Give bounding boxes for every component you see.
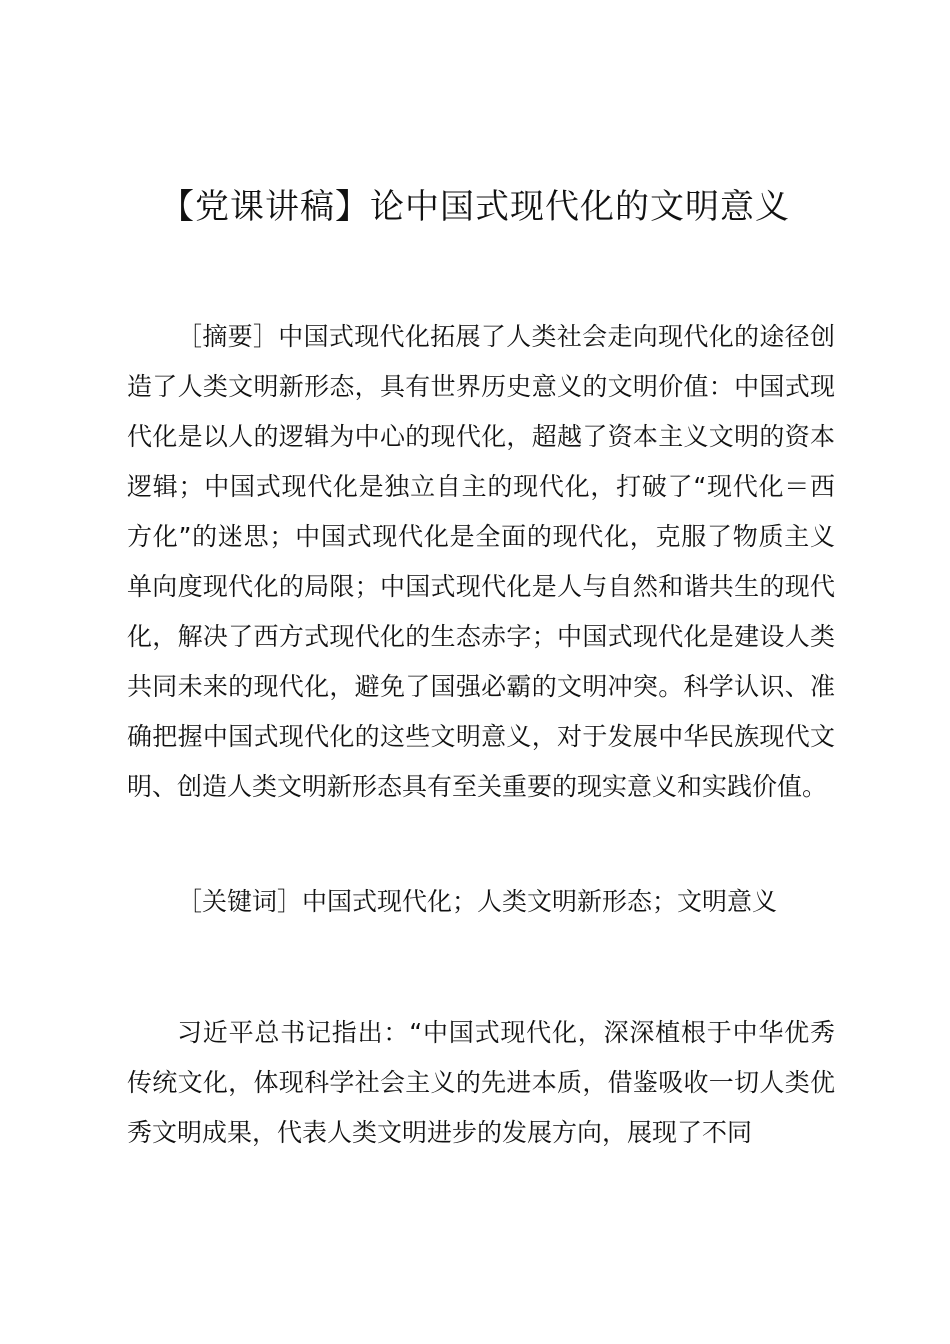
abstract-paragraph: ［摘要］中国式现代化拓展了人类社会走向现代化的途径创造了人类文明新形态，具有世界历史意义的文明价值：中国式现代化是以人的逻辑为中心的现代化，超越了资本主义文明的资本逻辑；中国式现代化是独立自主的现代化，打破了“现代化＝西方化”的迷思；中国式现代化是全面的现代化，克服了物质主义单向度现代化的局限；中国式现代化是人与自然和谐共生的现代化，解决了西方式现代化的生态赤字；中国式现代化是建设人类共同未来的现代化，避免了国强必霸的文明冲突。科学认识、准确把握中国式现代化的这些文明意义，对于发展中华民族现代文明、创造人类文明新形态具有至关重要的现实意义和实践价值。: [127, 322, 835, 801]
body-paragraph: 习近平总书记指出：“中国式现代化，深深植根于中华优秀传统文化，体现科学社会主义的先进本质，借鉴吸收一切人类优秀文明成果，代表人类文明进步的发展方向，展现了不同: [127, 1018, 835, 1147]
document-title: 【党课讲稿】论中国式现代化的文明意义: [160, 187, 790, 227]
keywords-line: ［关键词］中国式现代化；人类文明新形态；文明意义: [177, 887, 778, 916]
